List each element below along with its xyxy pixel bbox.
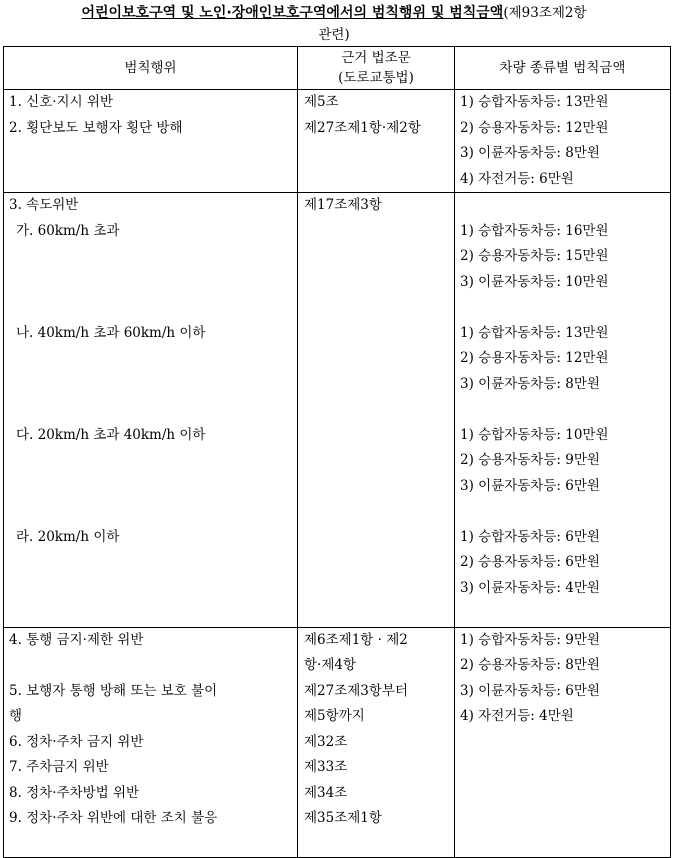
law-text: 제32조: [304, 733, 348, 750]
law-text: 제6조제1항 · 제2: [304, 631, 408, 648]
title-main: 어린이보호구역 및 노인·장애인보호구역에서의 범칙행위 및 범칙금액: [81, 5, 504, 21]
violation-text: 행: [9, 708, 23, 724]
law-text: 제34조: [304, 784, 348, 801]
law-text: 제33조: [304, 759, 348, 775]
violation-cell: [4, 90, 298, 193]
fine-text: 2) 승용자동차등: 15만원: [460, 248, 609, 264]
law-text: 제17조제3항: [304, 197, 382, 213]
speed-sub-label: 라. 20km/h 이하: [16, 528, 120, 545]
fine-text: 3) 이륜자동차등: 8만원: [460, 145, 600, 161]
fine-table: [3, 46, 671, 858]
fine-text: 3) 이륜자동차등: 8만원: [460, 375, 600, 392]
law-cell: [298, 90, 455, 193]
fine-text: 2) 승용자동차등: 9만원: [460, 452, 600, 468]
fine-text: 1) 승합자동차등: 9만원: [460, 631, 600, 648]
speed-sub-label: 다. 20km/h 초과 40km/h 이하: [16, 426, 206, 443]
table-row: [4, 193, 671, 628]
violation-text: 8. 정차·주차방법 위반: [9, 784, 140, 801]
violation-text: 4. 통행 금지·제한 위반: [9, 631, 144, 648]
law-text: 제5조: [304, 94, 339, 110]
violation-text: 5. 보행자 통행 방해 또는 보호 불이: [9, 682, 218, 699]
fine-text: 4) 자전거등: 6만원: [460, 170, 574, 187]
speed-sub-label: 나. 40km/h 초과 60km/h 이하: [16, 324, 206, 341]
fine-text: 4) 자전거등: 4만원: [460, 708, 574, 724]
law-cell: [298, 627, 455, 858]
header-law-line2: (도로교통법): [338, 70, 414, 86]
fine-cell: [455, 627, 671, 858]
header-violation: 범칙행위: [4, 47, 298, 90]
fine-text: 2) 승용자동차등: 8만원: [460, 657, 600, 673]
fine-text: 1) 승합자동차등: 10만원: [460, 426, 609, 443]
fine-text: 3) 이륜자동차등: 6만원: [460, 682, 600, 699]
fine-text: 1) 승합자동차등: 13만원: [460, 94, 609, 110]
violation-text: 9. 정차·주차 위반에 대한 조치 불응: [9, 810, 218, 826]
table-header-row: [4, 47, 671, 90]
violation-cell: [4, 627, 298, 858]
fine-text: 1) 승합자동차등: 13만원: [460, 324, 609, 341]
header-fine: 차량 종류별 범칙금액: [455, 47, 671, 90]
law-text: 항·제4항: [304, 657, 357, 673]
speed-sub-label: 가. 60km/h 초과: [16, 222, 120, 239]
violation-text: 2. 횡단보도 보행자 횡단 방해: [9, 119, 183, 136]
fine-text: 1) 승합자동차등: 16만원: [460, 222, 609, 239]
document-title: [0, 2, 668, 46]
law-text: 제27조제1항·제2항: [304, 119, 421, 136]
fine-text: 3) 이륜자동차등: 10만원: [460, 273, 609, 290]
law-cell: [298, 193, 455, 628]
law-text: 제5항까지: [304, 708, 365, 724]
violation-text: 6. 정차·주차 금지 위반: [9, 733, 144, 750]
violation-text: 1. 신호·지시 위반: [9, 94, 113, 110]
fine-cell: [455, 193, 671, 628]
fine-text: 2) 승용자동차등: 12만원: [460, 119, 609, 136]
fine-text: 1) 승합자동차등: 6만원: [460, 528, 600, 545]
fine-text: 3) 이륜자동차등: 6만원: [460, 477, 600, 494]
fine-text: 2) 승용자동차등: 12만원: [460, 350, 609, 366]
table-row: [4, 90, 671, 193]
violation-text: 3. 속도위반: [9, 197, 79, 213]
violation-cell: [4, 193, 298, 628]
title-reference: (제93조제2항: [503, 5, 587, 21]
fine-text: 3) 이륜자동차등: 4만원: [460, 579, 600, 596]
law-text: 제35조제1항: [304, 810, 382, 826]
law-text: 제27조제3항부터: [304, 682, 409, 699]
table-row: [4, 627, 671, 858]
title-reference-cont: 관련): [318, 27, 350, 43]
fine-text: 2) 승용자동차등: 6만원: [460, 554, 600, 570]
violation-text: 7. 주차금지 위반: [9, 759, 109, 775]
header-law: [298, 47, 455, 90]
header-law-line1: 근거 법조문: [341, 50, 411, 66]
fine-cell: [455, 90, 671, 193]
